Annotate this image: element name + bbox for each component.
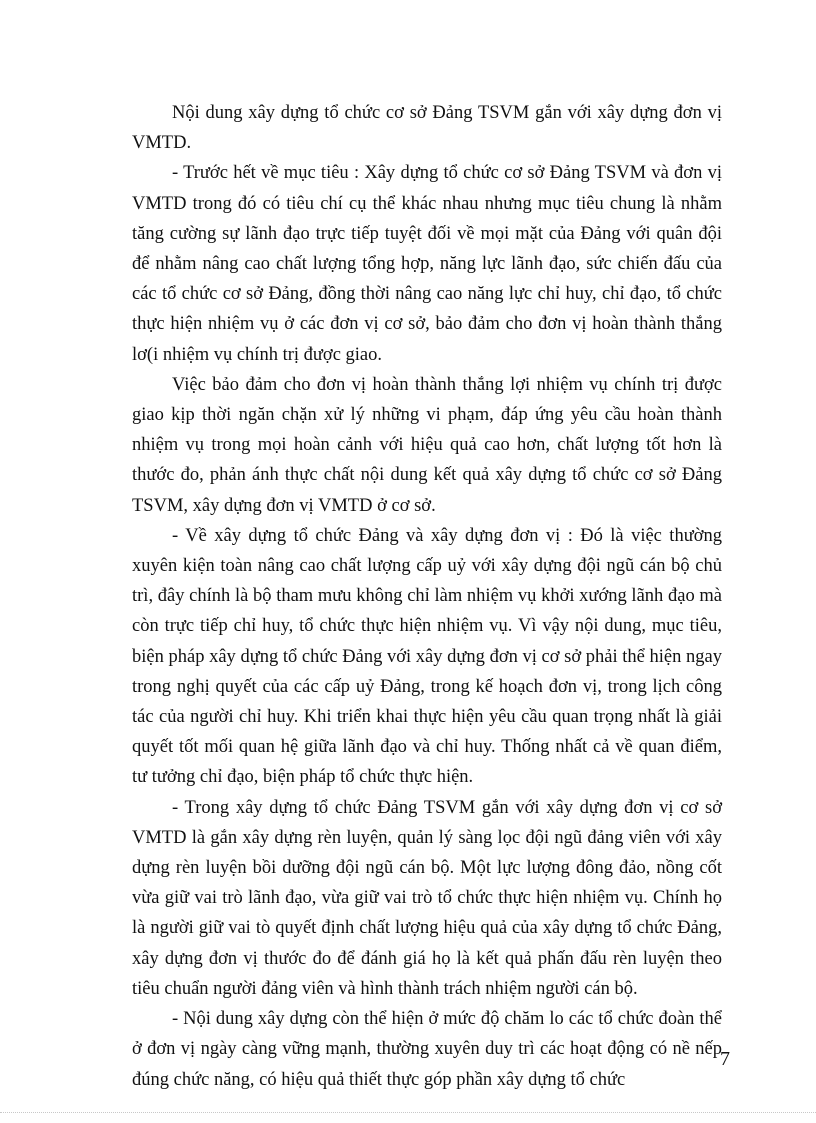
body-text — [132, 98, 722, 1095]
paragraph-objectives: - Trước hết về mục tiêu : Xây dựng tổ chức cơ sở Đảng TSVM và đơn vị VMTD trong đó có tiêu chí cụ thể khác nhau nhưng mục tiêu chung là nhằm tăng cường sự lãnh đạo trực tiếp tuyệt đối về mọi mặt của Đảng với quân đội để nhằm nâng cao chất lượng tổng hợp, năng lực lãnh đạo, sức chiến đấu của các tổ chức cơ sở Đảng, đồng thời nâng cao năng lực chỉ huy, chỉ đạo, tổ chức thực hiện nhiệm vụ ở các đơn vị cơ sở, bảo đảm cho đơn vị hoàn thành thắng lơ(i nhiệm vụ chính trị được giao. — [132, 163, 722, 365]
paragraph-party-building: - Về xây dựng tổ chức Đảng và xây dựng đơn vị : Đó là việc thường xuyên kiện toàn nâng cao chất lượng cấp uỷ với xây dựng đội ngũ cán bộ chủ trì, đây chính là bộ tham mưu không chỉ làm nhiệm vụ khởi xướng lãnh đạo mà còn trực tiếp chỉ huy, tổ chức thực hiện nhiệm vụ. Vì vậy nội dung, mục tiêu, biện pháp xây dựng tổ chức Đảng với xây dựng đơn vị cơ sở phải thể hiện ngay trong nghị quyết của các cấp uỷ Đảng, trong kế hoạch đơn vị, trong lịch công tác của người chỉ huy. Khi triển khai thực hiện yêu cầu quan trọng nhất là giải quyết tốt mối quan hệ giữa lãnh đạo và chỉ huy. Thống nhất cả về quan điểm, tư tưởng chỉ đạo, biện pháp tổ chức thực hiện. — [132, 525, 722, 788]
paragraph-assurance: Việc bảo đảm cho đơn vị hoàn thành thắng lợi nhiệm vụ chính trị được giao kịp thời ngăn chặn xử lý những vi phạm, đáp ứng yêu cầu hoàn thành nhiệm vụ trong mọi hoàn cảnh với hiệu quả cao hơn, chất lượng tốt hơn là thước đo, phản ánh thực chất nội dung kết quả xây dựng tổ chức cơ sở Đảng TSVM, xây dựng đơn vị VMTD ở cơ sở. — [132, 374, 722, 516]
paragraph-organizations: - Nội dung xây dựng còn thể hiện ở mức độ chăm lo các tổ chức đoàn thể ở đơn vị ngày càng vững mạnh, thường xuyên duy trì các hoạt động có nề nếp đúng chức năng, có hiệu quả thiết thực góp phần xây dựng tổ chức — [132, 1009, 722, 1090]
paragraph-cadre-training: - Trong xây dựng tổ chức Đảng TSVM gắn với xây dựng đơn vị cơ sở VMTD là gắn xây dựng rèn luyện, quản lý sàng lọc đội ngũ đảng viên với xây dựng rèn luyện bồi dưỡng đội ngũ cán bộ. Một lực lượng đông đảo, nồng cốt vừa giữ vai trò lãnh đạo, vừa giữ vai trò tổ chức thực hiện nhiệm vụ. Chính họ là người giữ vai tò quyết định chất lượng hiệu quả của xây dựng tổ chức Đảng, xây dựng đơn vị thước đo để đánh giá họ là kết quả phấn đấu rèn luyện theo tiêu chuẩn người đảng viên và hình thành trách nhiệm người cán bộ. — [132, 797, 722, 999]
paragraph-heading-content: Nội dung xây dựng tổ chức cơ sở Đảng TSVM gắn với xây dựng đơn vị VMTD. — [132, 103, 722, 154]
page-number: 7 — [720, 1048, 730, 1070]
bottom-divider — [0, 1112, 816, 1113]
